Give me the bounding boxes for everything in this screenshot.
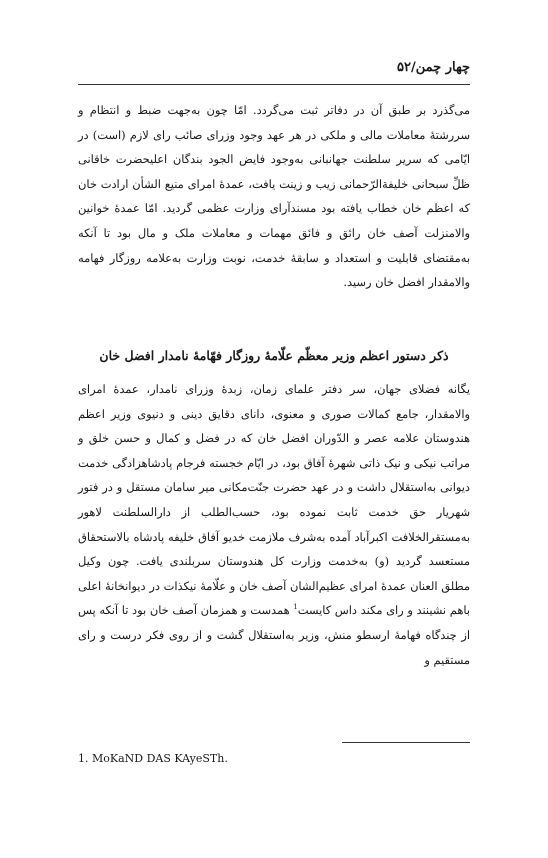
footnote-marker: 1: [293, 603, 298, 612]
paragraph-2-text-a: یگانه فضلای جهان، سر دفتر علمای زمان، زبدهٔ وزرای نامدار، عمدهٔ امرای والامقدار، جامع کمالات صوری و معنوی، دانای دقایق دینی و دنیوی وزیر اعظم هندوستان علامه عصر و الدّوران افضل خان که در فضل و کمال و حسن خلق و مراتب نیکی و نیک ذاتی شهرهٔ آفاق بود، در ایّام خجسته فرجام پادشاهزادگی خدمت دیوانی به‌استقلال داشت و در عهد حضرت جنّت‌مکانی میر سامان مستقل و در فتور شهریار حق خدمت ثابت نموده بود، حسب‌الطلب از دارالسلطنت لاهور به‌مستقرالخلافت اکبرآباد آمده به‌شرف ملازمت خدیو آفاق خلیفه پادشاه بالاستحقاق مستعسد گردید (و) به‌خدمت وزارت کل هندوستان سربلندی یافت. چون وکیل مطلق العنان عمدهٔ امرای عظیم‌الشان آصف خان و علّامهٔ نیکذات در دیوانخانهٔ اعلی باهم نشینند و رای مکند داس کایست: [78, 382, 470, 618]
running-header: چهار چمن/۵۲: [397, 60, 470, 75]
paragraph-2-text-b: همدست و همزمان آصف خان بود تا آنکه پس از چندگاه فهامهٔ ارسطو منش، وزیر به‌استقلال گشت و از روی فکر درست و رای مستقیم و: [78, 603, 470, 667]
section-heading: ذکر دستور اعظم وزیر معظّم علّامهٔ روزگار فهّامهٔ نامدار افضل خان: [99, 348, 449, 363]
footnote-rule: [342, 742, 470, 743]
body-paragraph-1: می‌گذرد بر طبق آن در دفاتر ثبت می‌گردد. امّا چون به‌جهت ضبط و انتظام و سررشتهٔ معاملات مالی و ملکی در هر عهد وجود وزرای صائب رای لازم (است) در ایّامی که سریر سلطنت جهانبانی به‌وجود فایض الجود بندگان اعلیحضرت خاقانی ظلِّ سبحانی خلیفةالرّحمانی زیب و زینت یافت، عمدهٔ امرای منیع الشأن ارادت خان که اعظم خان خطاب یافته بود مسندآرای وزارت عظمی گردید. امّا عمدهٔ خوانین والامنزلت آصف خان رائق و فائق مهمات و معاملات ملک و مال بود تا آنکه به‌مقتضای قابلیت و استعداد و سابقهٔ خدمت، نوبت وزارت به‌علامه روزگار فهامه والامقدار افضل خان رسید.: [78, 103, 470, 290]
body-paragraph-2: [78, 377, 470, 672]
footnote: 1. MoKaND DAS KAyeSTh.: [78, 752, 228, 765]
header-rule: [78, 84, 470, 85]
